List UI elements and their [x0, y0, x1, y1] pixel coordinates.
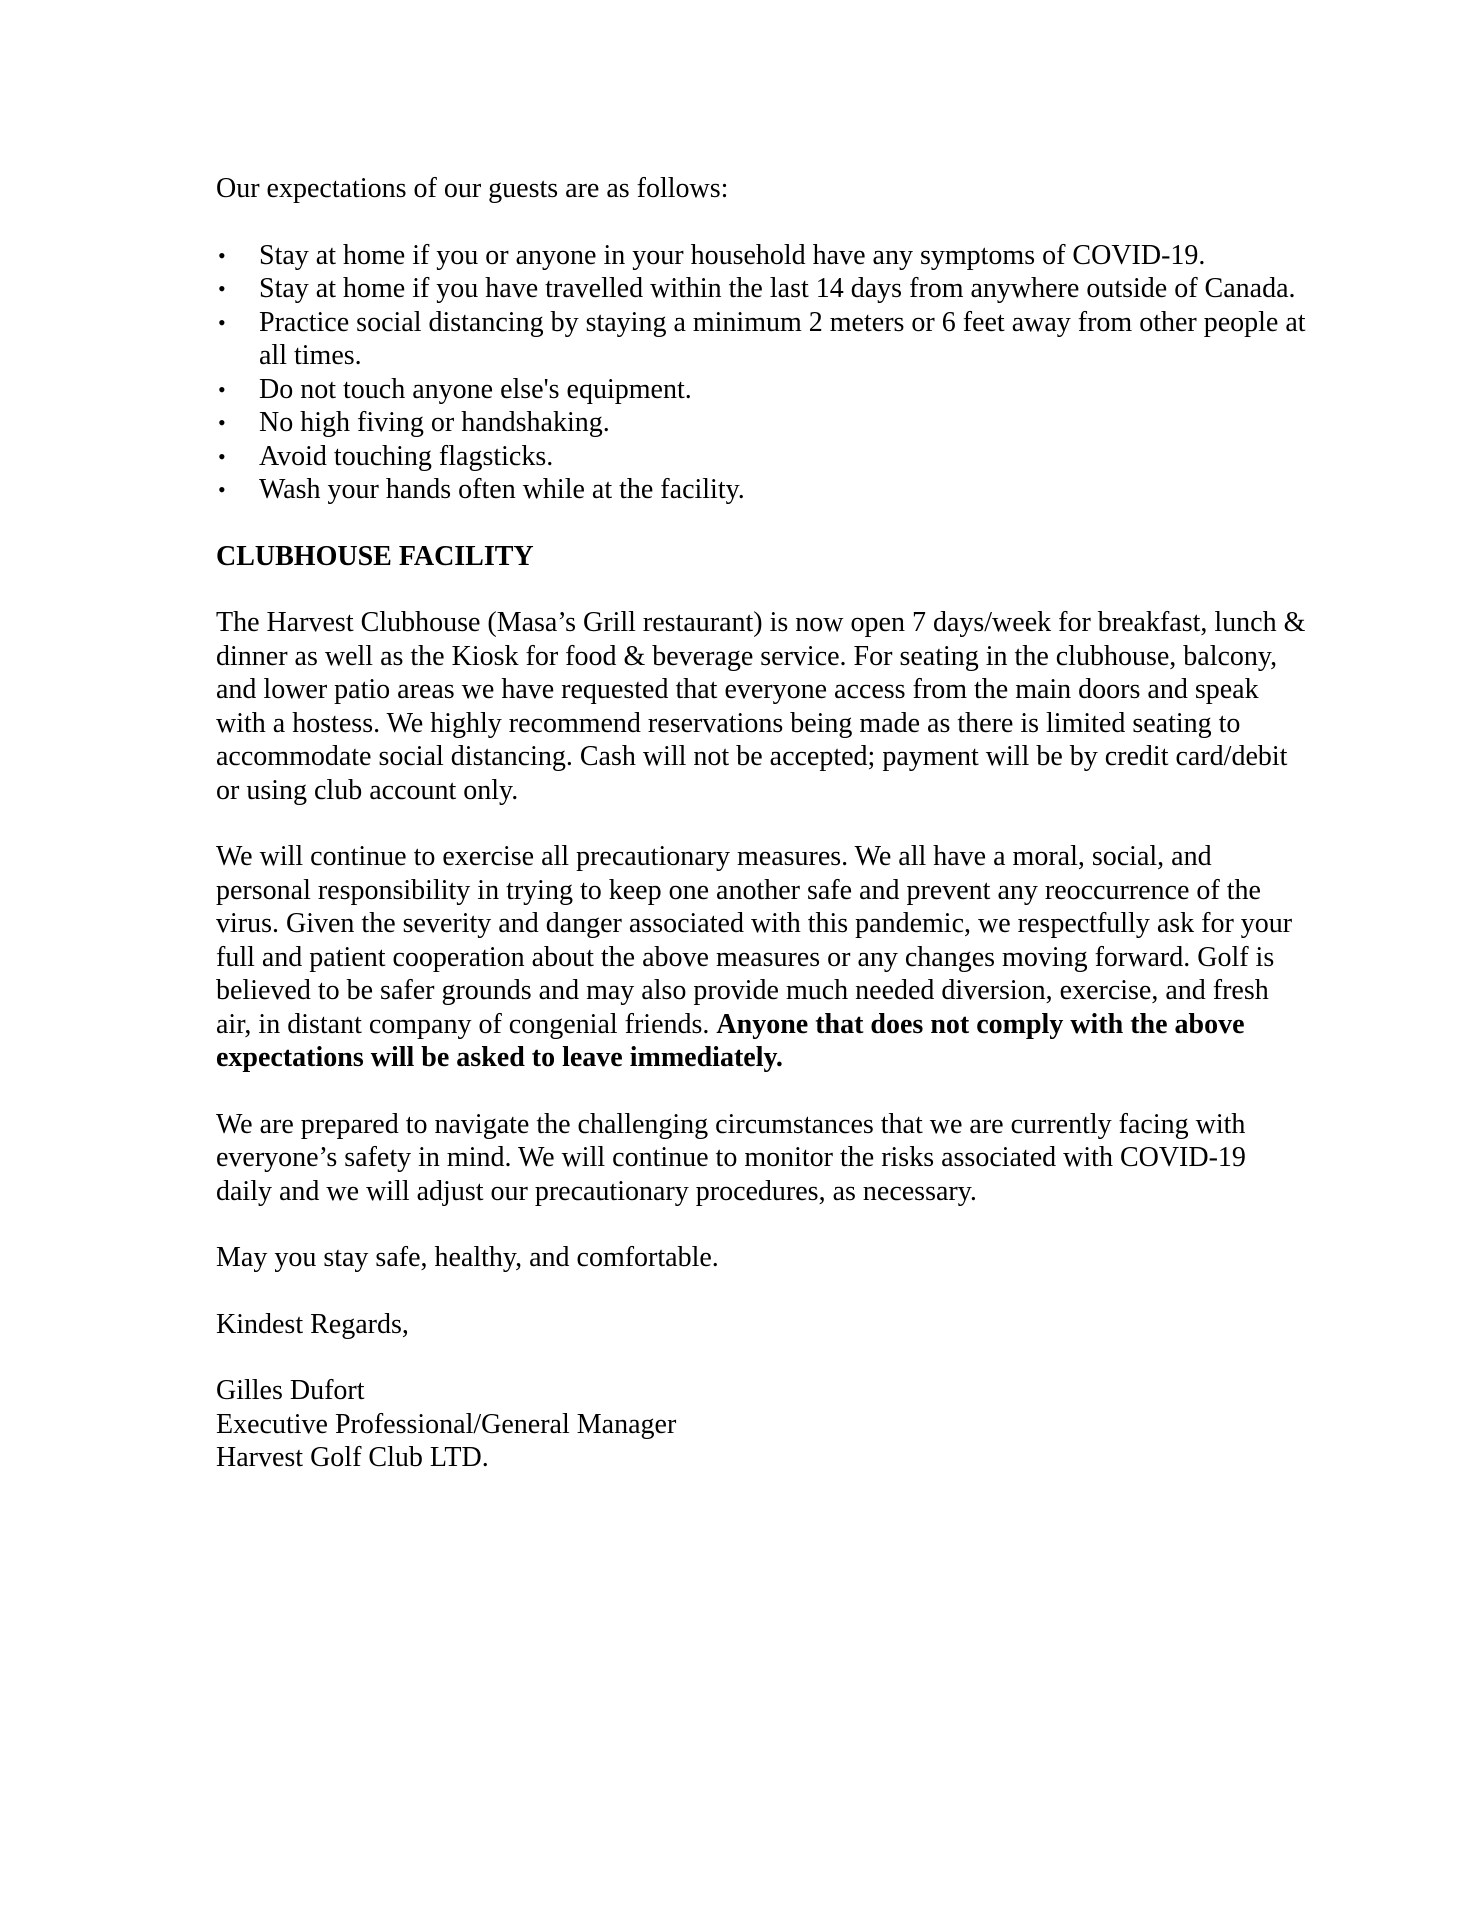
list-item: [216, 473, 1306, 507]
list-item: [216, 406, 1306, 440]
list-item: [216, 239, 1306, 273]
list-item: [216, 272, 1306, 306]
clubhouse-paragraph: The Harvest Clubhouse (Masa’s Grill restaurant) is now open 7 days/week for breakfast, lunch & dinner as well as the Kiosk for food & beverage service. For seating in the clubhouse, balcony, and lower patio areas we have requested that everyone access from the main doors and speak with a hostess. We highly recommend reservations being made as there is limited seating to accommodate social distancing. Cash will not be accepted; payment will be by credit card/debit or using club account only.: [216, 607, 1306, 806]
list-item-text: No high fiving or handshaking.: [259, 407, 610, 438]
prepared-paragraph: We are prepared to navigate the challenging circumstances that we are currently facing with everyone’s safety in mind. We will continue to monitor the risks associated with COVID-19 daily and we will adjust our precautionary procedures, as necessary.: [216, 1108, 1246, 1207]
expectations-list: [216, 239, 1306, 507]
document-page: [216, 172, 1306, 1475]
bullet-icon: •: [218, 309, 226, 335]
signature-title: Executive Professional/General Manager: [216, 1408, 677, 1440]
bullet-icon: •: [218, 410, 226, 435]
list-item-text: Wash your hands often while at the facility.: [259, 474, 745, 505]
list-item-text: Stay at home if you have travelled within the last 14 days from anywhere outside of Canada.: [259, 273, 1296, 304]
bullet-icon: •: [218, 242, 226, 268]
list-item: [216, 306, 1306, 373]
signature-name: Gilles Dufort: [216, 1375, 365, 1406]
signature-organization: Harvest Golf Club LTD.: [216, 1442, 489, 1473]
bullet-icon: •: [218, 276, 226, 301]
list-item-text: Stay at home if you or anyone in your household have any symptoms of COVID-19.: [259, 239, 1206, 271]
bullet-icon: •: [218, 376, 226, 402]
list-item-text: Practice social distancing by staying a minimum 2 meters or 6 feet away from other people at all times.: [259, 306, 1306, 371]
signature-block: [216, 1374, 1306, 1475]
intro-text: Our expectations of our guests are as follows:: [216, 173, 729, 204]
precautions-paragraph: [216, 840, 1306, 1075]
list-item: [216, 440, 1306, 474]
bullet-icon: •: [218, 477, 226, 502]
clubhouse-heading: CLUBHOUSE FACILITY: [216, 540, 534, 572]
list-item-text: Avoid touching flagsticks.: [259, 440, 554, 472]
closing-line: May you stay safe, healthy, and comfortable.: [216, 1242, 719, 1273]
bullet-icon: •: [218, 443, 226, 469]
precautions-text: We will continue to exercise all precautionary measures. We all have a moral, social, and personal responsibility in trying to keep one another safe and prevent any reoccurrence of the virus. Given the severity and danger associated with this pandemic, we respectfully ask for your full and patient cooperation about the above measures or any changes moving forward. Golf is believed to be safer grounds and may also provide much needed diversion, exercise, and fresh air, in distant company of congenial friends.: [216, 841, 1293, 1040]
compliance-warning: Anyone that does not comply with the above expectations will be asked to leave immediately.: [216, 1008, 1245, 1073]
list-item: [216, 373, 1306, 407]
list-item-text: Do not touch anyone else's equipment.: [259, 373, 692, 405]
regards-line: Kindest Regards,: [216, 1308, 409, 1340]
